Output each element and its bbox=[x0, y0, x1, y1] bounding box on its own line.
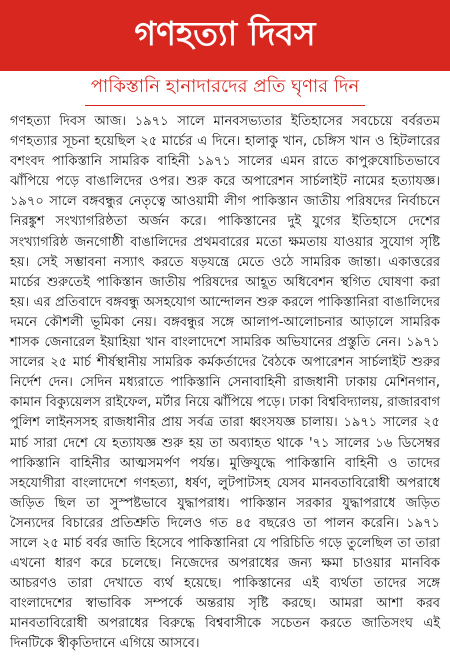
title-banner bbox=[0, 0, 450, 71]
article-body bbox=[10, 112, 440, 655]
headline: গণহত্যা দিবস bbox=[134, 13, 316, 53]
article-paragraph: গণহত্যা দিবস আজ। ১৯৭১ সালে মানবসভ্যতার ইতিহাসের সবচেয়ে বর্বরতম গণহত্যার সূচনা হয়েছিল ২৫ মার্চের এ দিনে। হালাকু খান, চেঙ্গিস খান ও হিটলারের বশংবদ পাকিস্তানি সামরিক বাহিনী ১৯৭১ সালের এমন রাতে কাপুরুষোচিতভাবে ঝাঁপিয়ে পড়ে বাঙালিদের ওপর। শুরু করে অপারেশন সার্চলাইট নামের হত্যাযজ্ঞ। ১৯৭০ সালে বঙ্গবন্ধুর নেতৃত্বে আওয়ামী লীগ পাকিস্তান জাতীয় পরিষদের নির্বাচনে নিরঙ্কুশ সংখ্যাগরিষ্ঠতা অর্জন করে। পাকিস্তানের দুই যুগের ইতিহাসে দেশের সংখ্যাগরিষ্ঠ জনগোষ্ঠী বাঙালিদের প্রথমবারের মতো ক্ষমতায় যাওয়ার সুযোগ সৃষ্টি হয়। সেই সম্ভাবনা নস্যাৎ করতে ষড়যন্ত্রে মেতে ওঠে সামরিক জান্তা। একাত্তরের মার্চের শুরুতেই পাকিস্তান জাতীয় পরিষদের আহূত অধিবেশন স্থগিত ঘোষণা করা হয়। এর প্রতিবাদে বঙ্গবন্ধু অসহযোগ আন্দোলন শুরু করলে পাকিস্তানিরা বাঙালিদের দমনে কৌশলী ভূমিকা নেয়। বঙ্গবন্ধুর সঙ্গে আলাপ-আলোচনার আড়ালে সামরিক শাসক জেনারেল ইয়াহিয়া খান বাংলাদেশে সামরিক অভিযানের প্রস্তুতি নেন। ১৯৭১ সালের ২৫ মার্চ শীর্ষস্থানীয় সামরিক কর্মকর্তাদের বৈঠকে অপারেশন সার্চলাইট শুরুর নির্দেশ দেন। সেদিন মধ্যরাতে পাকিস্তানি সেনাবাহিনী রাজধানী ঢাকায় মেশিনগান, কামান বিক্যুয়েলস রাইফেল, মর্টার নিয়ে ঝাঁপিয়ে পড়ে। ঢাকা বিশ্ববিদ্যালয়, রাজারবাগ পুলিশ লাইনসসহ রাজধানীর প্রায় সর্বত্র তারা ধ্বংসযজ্ঞ চালায়। ১৯৭১ সালের ২৫ মার্চ সারা দেশে যে হত্যাযজ্ঞ শুরু হয় তা অব্যাহত থাকে '৭১ সালের ১৬ ডিসেম্বর পাকিস্তানি বাহিনীর আত্মসমর্পণ পর্যন্ত। মুক্তিযুদ্ধে পাকিস্তানি বাহিনী ও তাদের সহযোগীরা বাংলাদেশে গণহত্যা, ধর্ষণ, লুটপাটসহ যেসব মানবতাবিরোধী অপরাধে জড়িত ছিল তা সুস্পষ্টভাবে যুদ্ধাপরাধ। পাকিস্তান সরকার যুদ্ধাপরাধে জড়িত সৈন্যদের বিচারের প্রতিশ্রুতি দিলেও গত ৪৫ বছরেও তা পালন করেনি। ১৯৭১ সালে ২৫ মার্চ বর্বর জাতি হিসেবে পাকিস্তানিরা যে পরিচিতি গড়ে তুলেছিল তা তারা এখনো ধারণ করে চলেছে। নিজেদের অপরাধের জন্য ক্ষমা চাওয়ার মানবিক আচরণও তারা দেখাতে ব্যর্থ হয়েছে। পাকিস্তানের এই ব্যর্থতা তাদের সঙ্গে বাংলাদেশের স্বাভাবিক সম্পর্কে অন্তরায় সৃষ্টি করছে। আমরা আশা করব মানবতাবিরোধী অপরাধের বিরুদ্ধে বিশ্ববাসীকে সচেতন করতে জাতিসংঘ এই দিনটিকে স্বীকৃতিদানে এগিয়ে আসবে। bbox=[10, 114, 440, 652]
subtitle-container bbox=[0, 71, 450, 107]
subheadline: পাকিস্তানি হানাদারদের প্রতি ঘৃণার দিন bbox=[85, 72, 366, 106]
